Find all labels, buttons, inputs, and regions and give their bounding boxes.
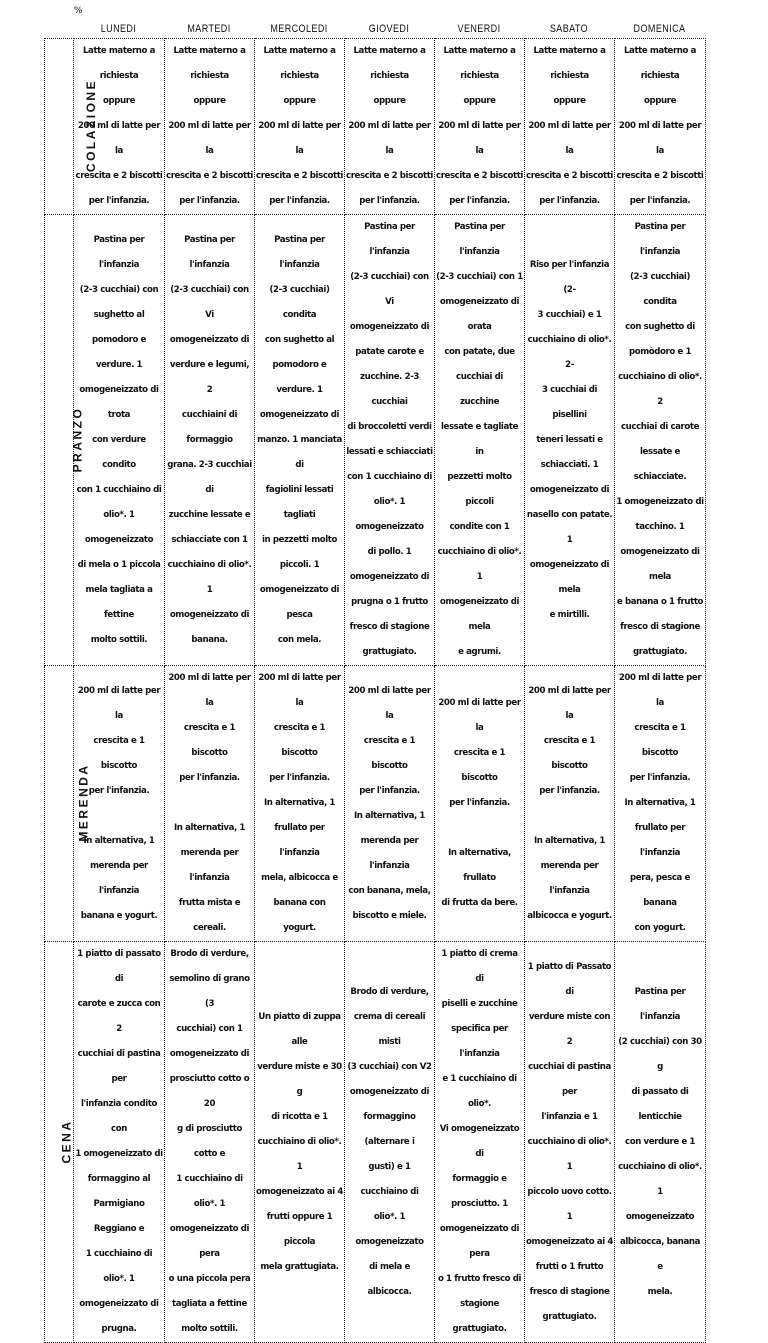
meal-label: COLAZIONE xyxy=(84,78,99,173)
menu-text: 1 piatto di Passato di verdure miste con 2 cucchiai di pastina per l'infanzia e 1 cucchiaino di olio*. 1 piccolo uovo cotto. 1 omogeneizzato ai 4 frutti o 1 frutto fresco di stagione grattugiato. xyxy=(526,961,613,1322)
menu-cell xyxy=(255,215,345,666)
weekly-menu-table xyxy=(44,38,706,1343)
menu-text: Un piatto di zuppa alle verdure miste e 30 g di ricotta e 1 cucchiaino di olio*. 1 omogeneizzato ai 4 frutti oppure 1 piccola mela grattugiata. xyxy=(256,1011,343,1272)
menu-text: 200 ml di latte per la crescita e 1 biscotto per l'infanzia. In alternativa, 1 frullato per l'infanzia pera, pesca e banana con yogurt. xyxy=(618,673,702,933)
menu-cell xyxy=(525,666,615,942)
day-monday: LUNEDI xyxy=(100,23,137,35)
menu-cell xyxy=(435,942,525,1343)
menu-text: Latte materno a richiesta oppure 200 ml di latte per la crescita e 2 biscotti per l'infanzia. xyxy=(346,46,433,206)
menu-cell xyxy=(255,39,345,215)
menu-cell xyxy=(435,215,525,666)
menu-text: Pastina per l'infanzia (2-3 cucchiai) condita con sughetto al pomodoro e verdure. 1 omogeneizzato di manzo. 1 manciata di fagiolini lessati tagliati in pezzetti molto piccoli. 1 omogeneizzato di pesca con mela. xyxy=(257,234,342,645)
menu-cell xyxy=(615,942,706,1343)
menu-text: Latte materno a richiesta oppure 200 ml di latte per la crescita e 2 biscotti per l'infanzia. xyxy=(616,46,704,206)
menu-text: Riso per l'infanzia (2- 3 cucchiai) e 1 cucchiaino di olio*. 2- 3 cucchiai di pisellini teneri lessati e schiacciati. 1 omogeneizzato di nasello con patate. 1 omogeneizzato di mela e mirtilli. xyxy=(526,259,613,620)
row-pranzo xyxy=(45,215,706,666)
menu-text: Latte materno a richiesta oppure 200 ml di latte per la crescita e 2 biscotti per l'infanzia. xyxy=(256,46,343,206)
menu-cell xyxy=(615,215,706,666)
day-friday: VENERDI xyxy=(457,23,501,35)
menu-text: 1 piatto di passato di carote e zucca con 2 cucchiai di pastina per l'infanzia condito con 1 omogeneizzato di formaggino al Parmigiano Reggiano e 1 cucchiaino di olio*. 1 omogeneizzato di prugna. xyxy=(75,949,163,1334)
day-tuesday: MARTEDI xyxy=(187,23,231,35)
menu-cell xyxy=(525,942,615,1343)
day-sunday: DOMENICA xyxy=(633,23,686,35)
menu-cell xyxy=(165,942,255,1343)
menu-text: 200 ml di latte per la crescita e 1 biscotto per l'infanzia. In alternativa, 1 merenda per l'infanzia frutta mista e cereali. xyxy=(168,673,251,933)
menu-text: 200 ml di latte per la crescita e 1 biscotto per l'infanzia. In alternativa, 1 merenda per l'infanzia con banana, mela, biscotto e miele. xyxy=(348,685,431,921)
menu-cell xyxy=(165,39,255,215)
menu-cell xyxy=(165,666,255,942)
day-header-row xyxy=(73,20,705,38)
menu-text: 200 ml di latte per la crescita e 1 biscotto per l'infanzia. In alternativa, 1 merenda per l'infanzia albicocca e yogurt. xyxy=(527,685,612,921)
menu-cell xyxy=(345,215,435,666)
menu-text: Pastina per l'infanzia (2-3 cucchiai) con Vi omogeneizzato di patate carote e zucchine. 2-3 cucchiai di broccoletti verdi lessati e schiacciati con 1 cucchiaino di olio*. 1 omogeneizzato di pollo. 1 omogeneizzato di prugna o 1 frutto fresco di stagione grattugiato. xyxy=(346,222,433,657)
menu-cell xyxy=(345,942,435,1343)
menu-cell xyxy=(525,215,615,666)
meal-label: PRANZO xyxy=(70,406,85,472)
row-cena xyxy=(45,942,706,1343)
menu-cell xyxy=(255,666,345,942)
menu-text: Latte materno a richiesta oppure 200 ml di latte per la crescita e 2 biscotti per l'infanzia. xyxy=(75,46,163,206)
menu-cell xyxy=(615,666,706,942)
meal-label-cell xyxy=(45,39,99,215)
menu-cell xyxy=(165,215,255,666)
menu-text: 200 ml di latte per la crescita e 1 biscotto per l'infanzia. In alternativa, frullato di frutta da bere. xyxy=(438,698,521,908)
meal-label: CENA xyxy=(59,1118,74,1164)
row-merenda xyxy=(45,666,706,942)
menu-cell xyxy=(255,942,345,1343)
menu-text: Pastina per l'infanzia (2-3 cucchiai) con Vi omogeneizzato di verdure e legumi, 2 cucchiaini di formaggio grana. 2-3 cucchiai di zucchine lessate e schiacciate con 1 cucchiaino di olio*. 1 omogeneizzato di banana. xyxy=(167,234,252,645)
menu-text: 1 piatto di crema di piselli e zucchine specifica per l'infanzia e 1 cucchiaino di olio*. Vi omogeneizzato di formaggio e prosciutto. 1 omogeneizzato di pera o 1 frutto fresco di stagione grattugiato. xyxy=(437,949,522,1334)
menu-text: 200 ml di latte per la crescita e 1 biscotto per l'infanzia. In alternativa, 1 frullato per l'infanzia mela, albicocca e banana con yogurt. xyxy=(258,673,341,933)
menu-cell xyxy=(74,942,165,1343)
menu-cell xyxy=(345,39,435,215)
menu-cell xyxy=(435,666,525,942)
menu-text: Brodo di verdure, crema di cereali misti (3 cucchiai) con V2 omogeneizzato di formaggino (alternare i gusti) e 1 cucchiaino di olio*. 1 omogeneizzato di mela e albicocca. xyxy=(347,986,432,1297)
menu-text: Latte materno a richiesta oppure 200 ml di latte per la crescita e 2 biscotti per l'infanzia. xyxy=(436,46,523,206)
menu-cell xyxy=(345,666,435,942)
day-saturday: SABATO xyxy=(549,23,589,35)
day-wednesday: MERCOLEDI xyxy=(270,23,328,35)
menu-text: Pastina per l'infanzia (2 cucchiai) con 30 g di passato di lenticchie con verdure e 1 cucchiaino di olio*. 1 omogeneizzato albicocca, banana e mela. xyxy=(618,986,702,1297)
menu-text: Brodo di verdure, semolino di grano (3 cucchiai) con 1 omogeneizzato di prosciutto cotto o 20 g di prosciutto cotto e 1 cucchiaino di olio*. 1 omogeneizzato di pera o una piccola pera tagliata a fettine molto sottili. xyxy=(168,949,251,1334)
menu-text: Pastina per l'infanzia (2-3 cucchiai) con 1 omogeneizzato di orata con patate, due cucchiai di zucchine lessate e tagliate in pezzetti molto piccoli condite con 1 cucchiaino di olio*. 1 omogeneizzato di mela e agrumi. xyxy=(436,222,523,657)
menu-cell xyxy=(525,39,615,215)
row-colazione xyxy=(45,39,706,215)
menu-text: Latte materno a richiesta oppure 200 ml di latte per la crescita e 2 biscotti per l'infanzia. xyxy=(526,46,613,206)
menu-text: Pastina per l'infanzia (2-3 cucchiai) condita con sughetto di pomòdoro e 1 cucchiaino di olio*. 2 cucchiai di carote lessate e schiacciate. 1 omogeneizzato di tacchino. 1 omogeneizzato di mela e banana o 1 frutto fresco di stagione grattugiato. xyxy=(616,222,704,657)
meal-label-cell xyxy=(45,942,74,1343)
menu-text: 200 ml di latte per la crescita e 1 biscotto per l'infanzia. In alternativa, 1 merenda per l'infanzia banana e yogurt. xyxy=(77,685,161,921)
corner-mark: % xyxy=(74,6,83,16)
meal-label-cell xyxy=(45,215,85,666)
menu-text: Pastina per l'infanzia (2-3 cucchiai) con sughetto al pomodoro e verdure. 1 omogeneizzato di trota con verdure condito con 1 cucchiaino di olio*. 1 omogeneizzato di mela o 1 piccola mela tagliata a fettine molto sottili. xyxy=(76,234,162,645)
meal-label: MERENDA xyxy=(76,763,91,842)
day-thursday: GIOVEDI xyxy=(368,23,410,35)
menu-cell xyxy=(435,39,525,215)
meal-label-cell xyxy=(45,666,91,942)
menu-cell xyxy=(615,39,706,215)
menu-text: Latte materno a richiesta oppure 200 ml di latte per la crescita e 2 biscotti per l'infanzia. xyxy=(166,46,253,206)
